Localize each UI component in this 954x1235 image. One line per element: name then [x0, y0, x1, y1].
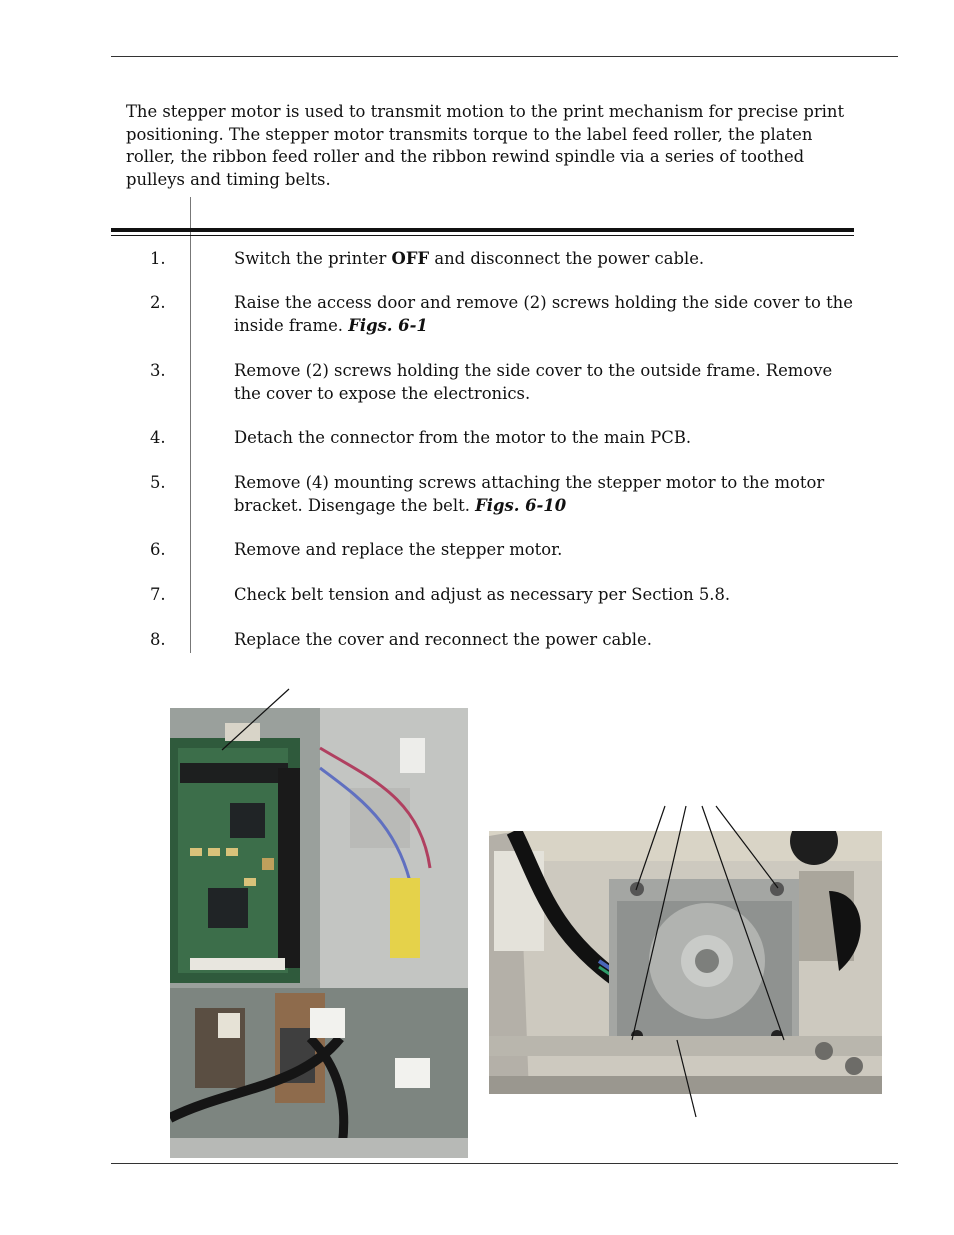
- step-text: Remove (4) mounting screws attaching the stepper motor to the motor bracket. Disengage the belt. Figs. 6-10: [234, 473, 825, 515]
- table-header-rule: [111, 228, 854, 232]
- table-column-divider: [190, 197, 191, 653]
- header-rule: [111, 56, 898, 57]
- intro-paragraph: The stepper motor is used to transmit motion to the print mechanism for precise print positioning. The stepper motor transmits torque to the label feed roller, the platen roller, the ribbon feed roller and the ribbon rewind spindle via a series of toothed pulleys and timing belts.: [126, 102, 845, 189]
- footer-rule: [111, 1163, 898, 1164]
- step-text: Remove (2) screws holding the side cover to the outside frame. Remove the cover to expose the electronics.: [234, 361, 833, 403]
- step-number: 7.: [150, 585, 166, 604]
- step-number: 8.: [150, 630, 166, 649]
- electronics-photo: [170, 708, 468, 1158]
- stepper-motor-photo-illustration: [489, 831, 882, 1094]
- step-text: Switch the printer OFF and disconnect the power cable.: [234, 249, 705, 268]
- stepper-motor-photo: [489, 831, 882, 1094]
- step-number: 4.: [150, 428, 166, 447]
- step-number: 6.: [150, 540, 166, 559]
- step-number: 1.: [150, 249, 166, 268]
- table-header-rule-thin: [111, 235, 854, 236]
- step-number: 5.: [150, 473, 166, 492]
- step-text: Detach the connector from the motor to the main PCB.: [234, 428, 692, 447]
- step-text: Remove and replace the stepper motor.: [234, 540, 563, 559]
- step-text: Raise the access door and remove (2) screws holding the side cover to the inside frame. Figs. 6-1: [234, 293, 853, 335]
- electronics-photo-illustration: [170, 708, 468, 1158]
- step-text: Check belt tension and adjust as necessary per Section 5.8.: [234, 585, 731, 604]
- step-number: 2.: [150, 293, 166, 312]
- step-text: Replace the cover and reconnect the power cable.: [234, 630, 652, 649]
- step-number: 3.: [150, 361, 166, 380]
